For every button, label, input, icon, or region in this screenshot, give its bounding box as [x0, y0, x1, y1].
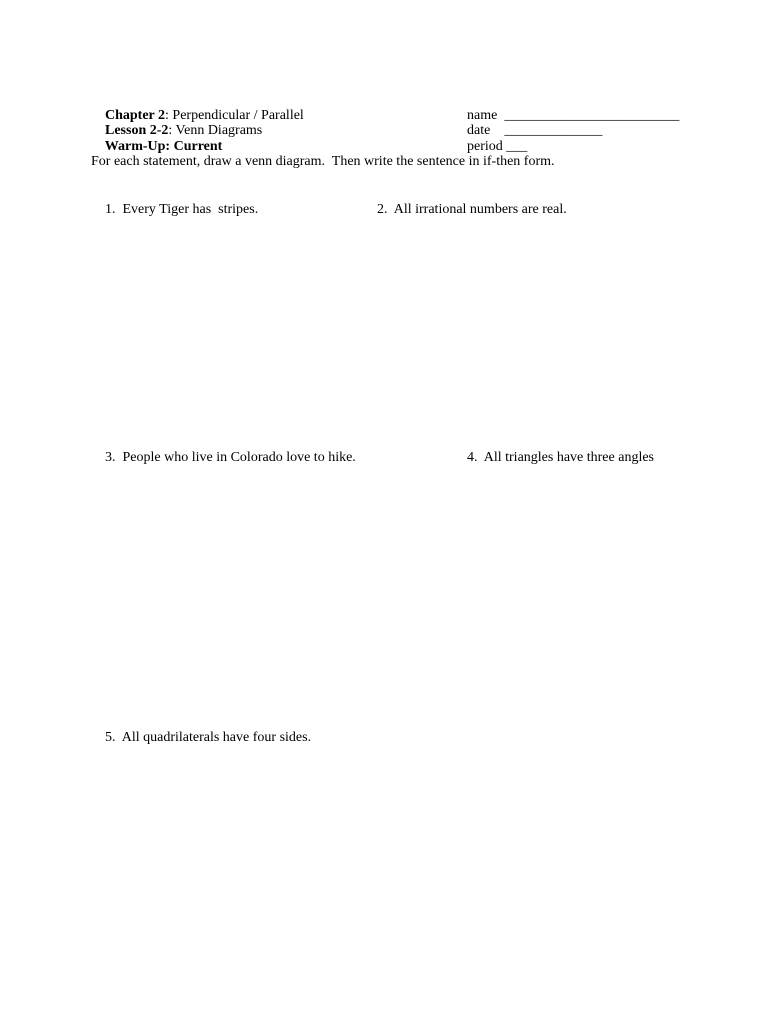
problem-5 [91, 714, 311, 762]
name-label: name [467, 108, 498, 123]
problem-text: People who live in Colorado love to hike. [122, 450, 356, 465]
problem-number: 3. [105, 450, 116, 465]
period-label: period [467, 139, 503, 154]
problem-1 [91, 186, 258, 234]
date-blank: ______________ [504, 123, 603, 138]
period-blank: ___ [506, 139, 528, 154]
problem-4 [453, 434, 654, 482]
problem-number: 1. [105, 202, 116, 217]
problem-text: All quadrilaterals have four sides. [121, 730, 312, 745]
name-blank: _________________________ [504, 108, 680, 123]
problem-text: Every Tiger has stripes. [122, 202, 259, 217]
problem-text: All triangles have three angles [483, 450, 655, 465]
instructions: For each statement, draw a venn diagram. Then write the sentence in if-then form. [91, 154, 555, 169]
problem-2 [363, 186, 567, 234]
lesson-label: Lesson 2-2 [105, 123, 169, 138]
problem-number: 4. [467, 450, 478, 465]
problem-number: 2. [377, 202, 388, 217]
chapter-text: : Perpendicular / Parallel [165, 108, 304, 123]
lesson-text: : Venn Diagrams [168, 123, 263, 138]
warmup-label: Warm-Up: [104, 139, 171, 154]
problem-number: 5. [105, 730, 116, 745]
warmup-value: Current [173, 139, 223, 154]
chapter-label: Chapter 2 [105, 108, 166, 123]
date-label: date [467, 123, 491, 138]
problem-text: All irrational numbers are real. [393, 202, 567, 217]
problem-3 [91, 434, 356, 482]
